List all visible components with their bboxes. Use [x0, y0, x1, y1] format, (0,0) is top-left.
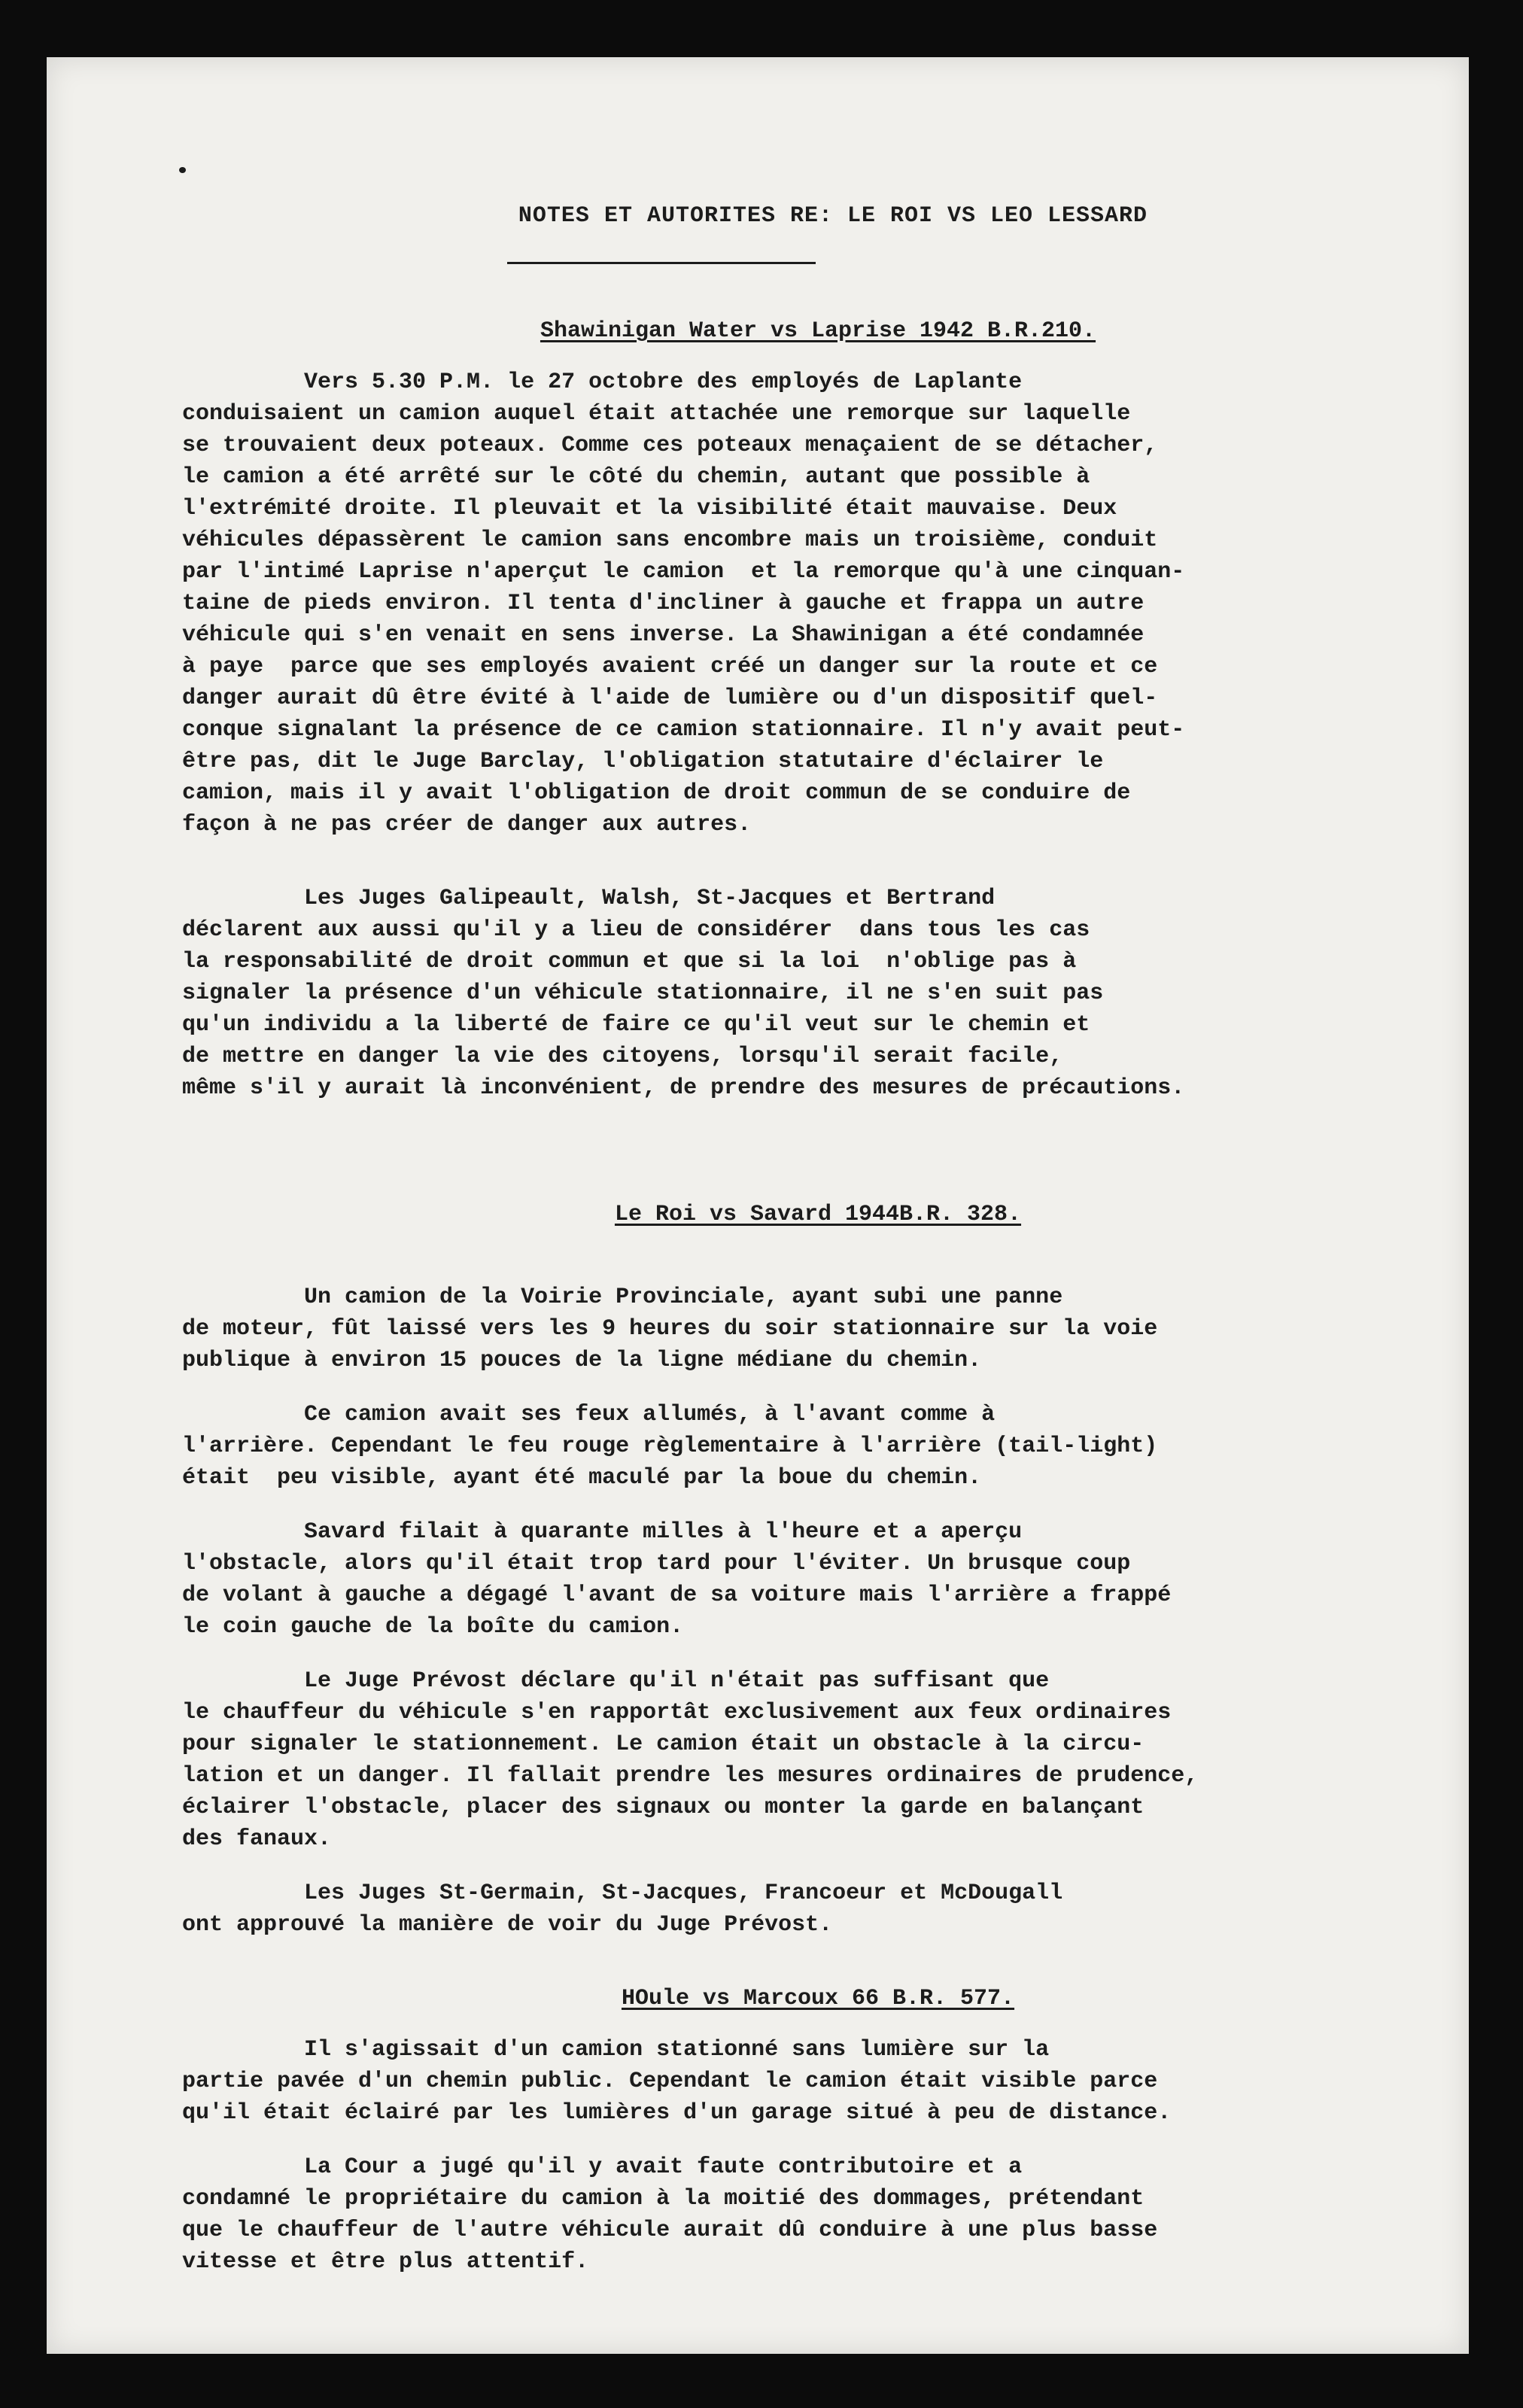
paragraph — [182, 2151, 1454, 2278]
text-line: était peu visible, ayant été maculé par la boue du chemin. — [182, 1465, 982, 1491]
text-line: à paye parce que ses employés avaient créé un danger sur la route et ce — [182, 654, 1158, 680]
paragraph — [182, 1877, 1454, 1941]
text-line: qu'un individu a la liberté de faire ce qu'il veut sur le chemin et — [182, 1012, 1090, 1038]
text-line: Le Juge Prévost déclare qu'il n'était pas suffisant que — [182, 1668, 1050, 1694]
case-section — [182, 1199, 1454, 1941]
text-line: ont approuvé la manière de voir du Juge Prévost. — [182, 1912, 833, 1938]
text-line: véhicules dépassèrent le camion sans encombre mais un troisième, conduit — [182, 528, 1158, 553]
paragraph — [182, 366, 1454, 841]
paragraph — [182, 1399, 1454, 1494]
text-line: l'obstacle, alors qu'il était trop tard pour l'éviter. Un brusque coup — [182, 1551, 1131, 1576]
text-line: Savard filait à quarante milles à l'heure et a aperçu — [182, 1519, 1023, 1545]
text-line: Un camion de la Voirie Provinciale, ayant subi une panne — [182, 1285, 1063, 1310]
paragraph — [182, 1516, 1454, 1643]
text-line: publique à environ 15 pouces de la ligne médiane du chemin. — [182, 1348, 982, 1373]
text-line: Il s'agissait d'un camion stationné sans lumière sur la — [182, 2037, 1050, 2063]
text-line: de moteur, fût laissé vers les 9 heures du soir stationnaire sur la voie — [182, 1316, 1158, 1342]
text-line: pour signaler le stationnement. Le camion était un obstacle à la circu- — [182, 1732, 1145, 1757]
text-line: conduisaient un camion auquel était attachée une remorque sur laquelle — [182, 401, 1131, 427]
case-heading: Shawinigan Water vs Laprise 1942 B.R.210. — [540, 318, 1096, 344]
text-line: danger aurait dû être évité à l'aide de lumière ou d'un dispositif quel- — [182, 686, 1158, 711]
paragraph — [182, 1665, 1454, 1855]
text-line: taine de pieds environ. Il tenta d'incliner à gauche et frappa un autre — [182, 591, 1145, 616]
document-page — [47, 57, 1469, 2354]
text-line: qu'il était éclairé par les lumières d'un garage situé à peu de distance. — [182, 2100, 1172, 2126]
text-line: le coin gauche de la boîte du camion. — [182, 1614, 684, 1640]
text-line: véhicule qui s'en venait en sens inverse. La Shawinigan a été condamnée — [182, 622, 1145, 648]
text-line: Ce camion avait ses feux allumés, à l'avant comme à — [182, 1402, 996, 1427]
text-line: le chauffeur du véhicule s'en rapportât exclusivement aux feux ordinaires — [182, 1700, 1172, 1725]
text-line: Les Juges St-Germain, St-Jacques, Francoeur et McDougall — [182, 1880, 1063, 1906]
text-line: façon à ne pas créer de danger aux autres. — [182, 812, 752, 838]
text-line: l'arrière. Cependant le feu rouge règlementaire à l'arrière (tail-light) — [182, 1434, 1158, 1459]
text-line: des fanaux. — [182, 1826, 332, 1852]
text-line: la responsabilité de droit commun et que si la loi n'oblige pas à — [182, 949, 1077, 974]
text-line: vitesse et être plus attentif. — [182, 2249, 589, 2275]
document-body — [182, 200, 1454, 2300]
text-line: par l'intimé Laprise n'aperçut le camion et la remorque qu'à une cinquan- — [182, 559, 1185, 585]
text-line: se trouvaient deux poteaux. Comme ces poteaux menaçaient de se détacher, — [182, 433, 1158, 458]
text-line: condamné le propriétaire du camion à la moitié des dommages, prétendant — [182, 2186, 1145, 2212]
text-line: lation et un danger. Il fallait prendre les mesures ordinaires de prudence, — [182, 1763, 1199, 1789]
case-section — [182, 315, 1454, 1104]
text-line: conque signalant la présence de ce camion stationnaire. Il n'y avait peut- — [182, 717, 1185, 743]
paragraph — [182, 2034, 1454, 2129]
text-line: camion, mais il y avait l'obligation de droit commun de se conduire de — [182, 780, 1131, 806]
text-line: que le chauffeur de l'autre véhicule aurait dû conduire à une plus basse — [182, 2218, 1158, 2243]
text-line: éclairer l'obstacle, placer des signaux ou monter la garde en balançant — [182, 1795, 1145, 1820]
text-line: de mettre en danger la vie des citoyens, lorsqu'il serait facile, — [182, 1044, 1063, 1069]
ink-speck — [179, 167, 186, 173]
document-title: NOTES ET AUTORITES RE: LE ROI VS LEO LESSARD — [518, 203, 1148, 229]
text-line: Vers 5.30 P.M. le 27 octobre des employés de Laplante — [182, 369, 1023, 395]
text-line: signaler la présence d'un véhicule stationnaire, il ne s'en suit pas — [182, 981, 1104, 1006]
text-line: déclarent aux aussi qu'il y a lieu de considérer dans tous les cas — [182, 917, 1090, 943]
case-heading: HOule vs Marcoux 66 B.R. 577. — [621, 1986, 1015, 2011]
text-line: même s'il y aurait là inconvénient, de prendre des mesures de précautions. — [182, 1075, 1185, 1101]
text-line: Les Juges Galipeault, Walsh, St-Jacques et Bertrand — [182, 886, 996, 911]
text-line: être pas, dit le Juge Barclay, l'obligation statutaire d'éclairer le — [182, 749, 1104, 774]
text-line: de volant à gauche a dégagé l'avant de sa voiture mais l'arrière a frappé — [182, 1583, 1172, 1608]
paragraph — [182, 1282, 1454, 1376]
text-line: le camion a été arrêté sur le côté du chemin, autant que possible à — [182, 464, 1090, 490]
case-section — [182, 1983, 1454, 2278]
paragraph — [182, 883, 1454, 1104]
text-line: La Cour a jugé qu'il y avait faute contributoire et a — [182, 2154, 1023, 2180]
case-heading: Le Roi vs Savard 1944B.R. 328. — [614, 1202, 1022, 1227]
text-line: l'extrémité droite. Il pleuvait et la visibilité était mauvaise. Deux — [182, 496, 1117, 521]
text-line: partie pavée d'un chemin public. Cependant le camion était visible parce — [182, 2069, 1158, 2094]
